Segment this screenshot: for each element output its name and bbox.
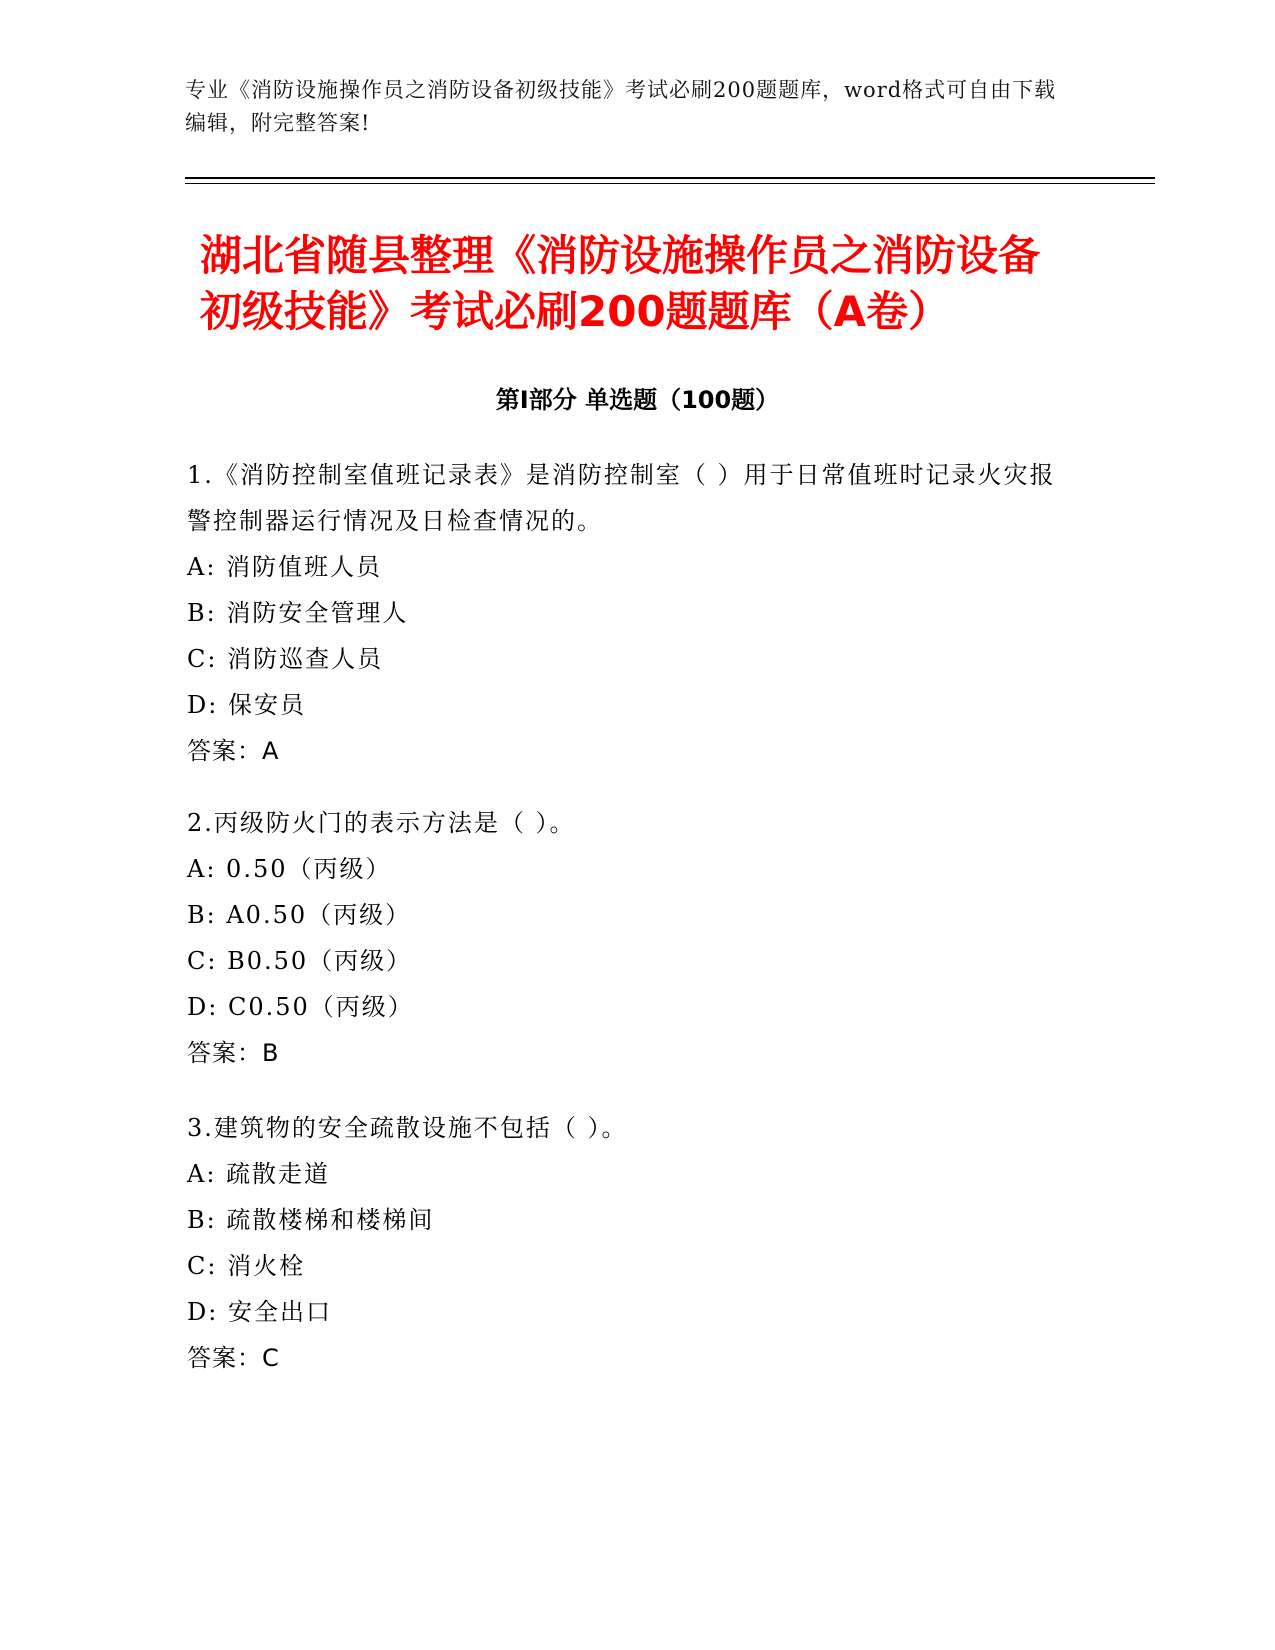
option-b: B: A0.50（丙级） [187, 901, 412, 929]
document-title: 湖北省随县整理《消防设施操作员之消防设备初级技能》考试必刷200题题库（A卷） [200, 231, 1041, 336]
header-divider-thick [185, 177, 1155, 179]
option-a: A: 消防值班人员 [187, 553, 383, 581]
option-a: A: 0.50（丙级） [187, 855, 392, 883]
question-text: 1.《消防控制室值班记录表》是消防控制室（ ）用于日常值班时记录火灾报警控制器运行情况及日检查情况的。 [187, 461, 1056, 535]
option-c: C: 消火栓 [187, 1252, 306, 1280]
option-b: B: 疏散楼梯和楼梯间 [187, 1206, 435, 1234]
question-block-2 [187, 800, 1067, 1076]
question-text: 3.建筑物的安全疏散设施不包括（ ）。 [187, 1114, 628, 1142]
option-c: C: B0.50（丙级） [187, 947, 413, 975]
header-note: 专业《消防设施操作员之消防设备初级技能》考试必刷200题题库，word格式可自由下载编辑，附完整答案! [185, 78, 1057, 135]
option-d: D: C0.50（丙级） [187, 993, 414, 1021]
answer-line: 答案：C [187, 1344, 280, 1372]
option-a: A: 疏散走道 [187, 1160, 331, 1188]
answer-line: 答案：B [187, 1039, 280, 1067]
option-d: D: 安全出口 [187, 1298, 332, 1326]
option-b: B: 消防安全管理人 [187, 599, 409, 627]
header-divider-thin [185, 183, 1155, 184]
option-c: C: 消防巡查人员 [187, 645, 384, 673]
option-d: D: 保安员 [187, 691, 306, 719]
question-block-3 [187, 1105, 1067, 1381]
answer-line: 答案：A [187, 737, 280, 765]
question-block-1 [187, 452, 1067, 774]
section-heading: 第Ⅰ部分 单选题（100题） [495, 386, 780, 414]
question-text: 2.丙级防火门的表示方法是（ ）。 [187, 809, 576, 837]
